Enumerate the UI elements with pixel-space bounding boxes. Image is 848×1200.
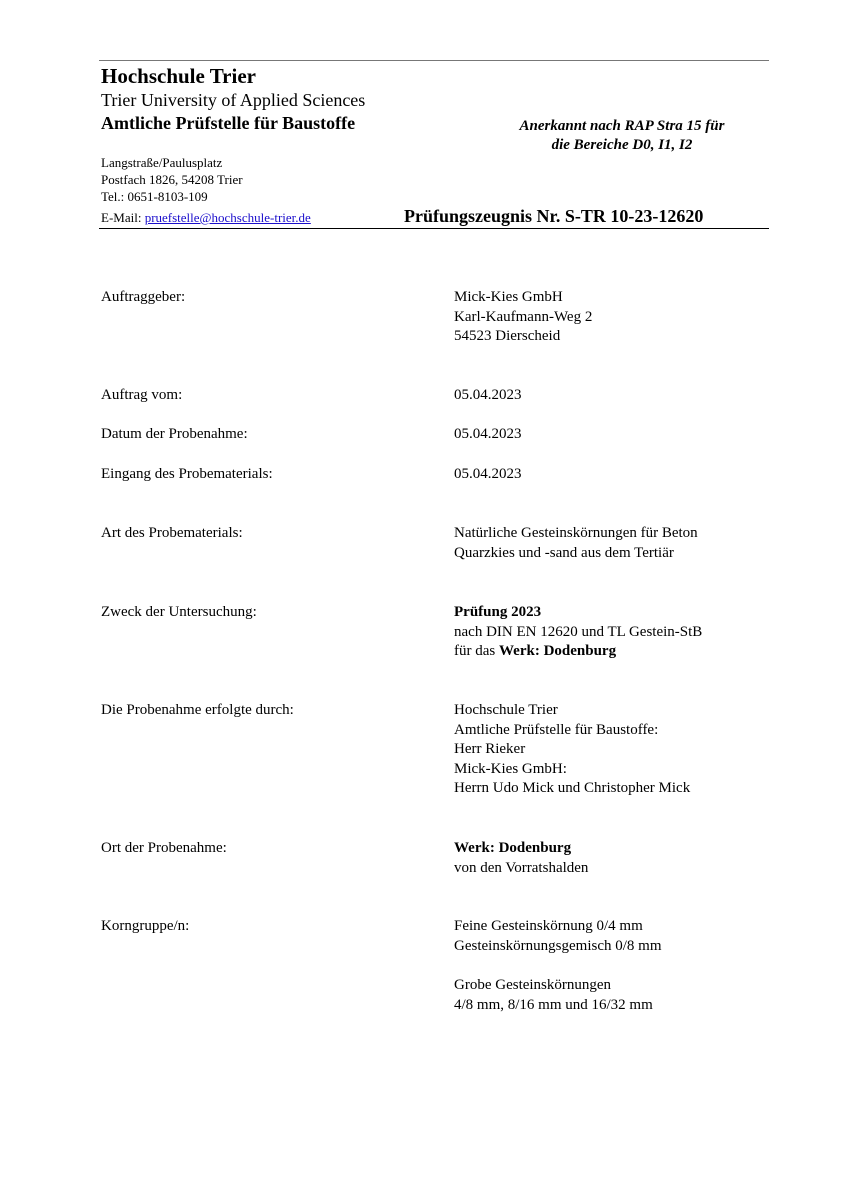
purpose-standard: nach DIN EN 12620 und TL Gestein-StB (454, 623, 703, 640)
sampled-by-label: Die Probenahme erfolgte durch: (101, 702, 294, 718)
institution-english-name: Trier University of Applied Sciences (101, 90, 366, 110)
purpose-label: Zweck der Untersuchung: (101, 604, 257, 620)
location-value (454, 839, 588, 878)
grain-line: Gesteinskörnungsgemisch 0/8 mm (454, 937, 662, 954)
material-value (454, 524, 698, 563)
receipt-label: Eingang des Probematerials: (101, 466, 273, 482)
recognition-line-1: Anerkannt nach RAP Stra 15 für (519, 118, 725, 134)
sampling-date-value: 05.04.2023 (454, 426, 522, 442)
purpose-plant (454, 642, 702, 662)
grain-group-value-fine (454, 917, 661, 956)
recognition-note (504, 117, 740, 155)
client-line: Karl-Kaufmann-Weg 2 (454, 308, 593, 325)
material-line: Quarzkies und -sand aus dem Tertiär (454, 544, 674, 561)
purpose-title: Prüfung 2023 (454, 604, 542, 620)
sampled-by-line: Hochschule Trier (454, 702, 558, 718)
email-row (101, 210, 311, 226)
client-line: Mick-Kies GmbH (454, 289, 563, 305)
grain-group-label: Korngruppe/n: (101, 918, 190, 934)
material-line: Natürliche Gesteinskörnungen für Beton (454, 525, 698, 541)
email-link[interactable]: pruefstelle@hochschule-trier.de (144, 210, 311, 225)
location-detail: von den Vorratshalden (454, 859, 589, 876)
address-po-box: Postfach 1826, 54208 Trier (101, 172, 243, 187)
recognition-line-2: die Bereiche D0, I1, I2 (551, 137, 693, 153)
address-street: Langstraße/Paulusplatz (101, 155, 223, 170)
sampled-by-line: Amtliche Prüfstelle für Baustoffe: (454, 721, 659, 738)
sampling-date-label: Datum der Probenahme: (101, 426, 248, 442)
certificate-number: Prüfungszeugnis Nr. S-TR 10-23-12620 (404, 206, 704, 226)
institution-name: Hochschule Trier (101, 64, 256, 88)
order-date-label: Auftrag vom: (101, 387, 183, 403)
location-label: Ort der Probenahme: (101, 840, 227, 856)
phone-number: Tel.: 0651-8103-109 (101, 189, 208, 204)
header-top-rule (99, 60, 769, 61)
grain-line: 4/8 mm, 8/16 mm und 16/32 mm (454, 996, 653, 1013)
purpose-plant-name: Werk: Dodenburg (499, 643, 617, 660)
client-value (454, 288, 592, 347)
department-name: Amtliche Prüfstelle für Baustoffe (101, 113, 356, 133)
email-label: E-Mail: (101, 210, 145, 225)
material-label: Art des Probematerials: (101, 525, 243, 541)
sampled-by-line: Herr Rieker (454, 741, 526, 758)
client-line: 54523 Dierscheid (454, 328, 561, 345)
sampled-by-line: Herrn Udo Mick und Christopher Mick (454, 780, 691, 797)
location-plant: Werk: Dodenburg (454, 840, 572, 856)
grain-group-value-coarse (454, 976, 653, 1015)
grain-line: Grobe Gesteinskörnungen (454, 977, 612, 993)
purpose-value (454, 603, 702, 662)
client-label: Auftraggeber: (101, 289, 186, 305)
order-date-value: 05.04.2023 (454, 387, 522, 403)
header-bottom-rule (99, 228, 769, 229)
receipt-value: 05.04.2023 (454, 466, 522, 482)
sampled-by-line: Mick-Kies GmbH: (454, 760, 567, 777)
grain-line: Feine Gesteinskörnung 0/4 mm (454, 918, 643, 934)
purpose-plant-prefix: für das (454, 643, 499, 660)
sampled-by-value (454, 701, 690, 799)
